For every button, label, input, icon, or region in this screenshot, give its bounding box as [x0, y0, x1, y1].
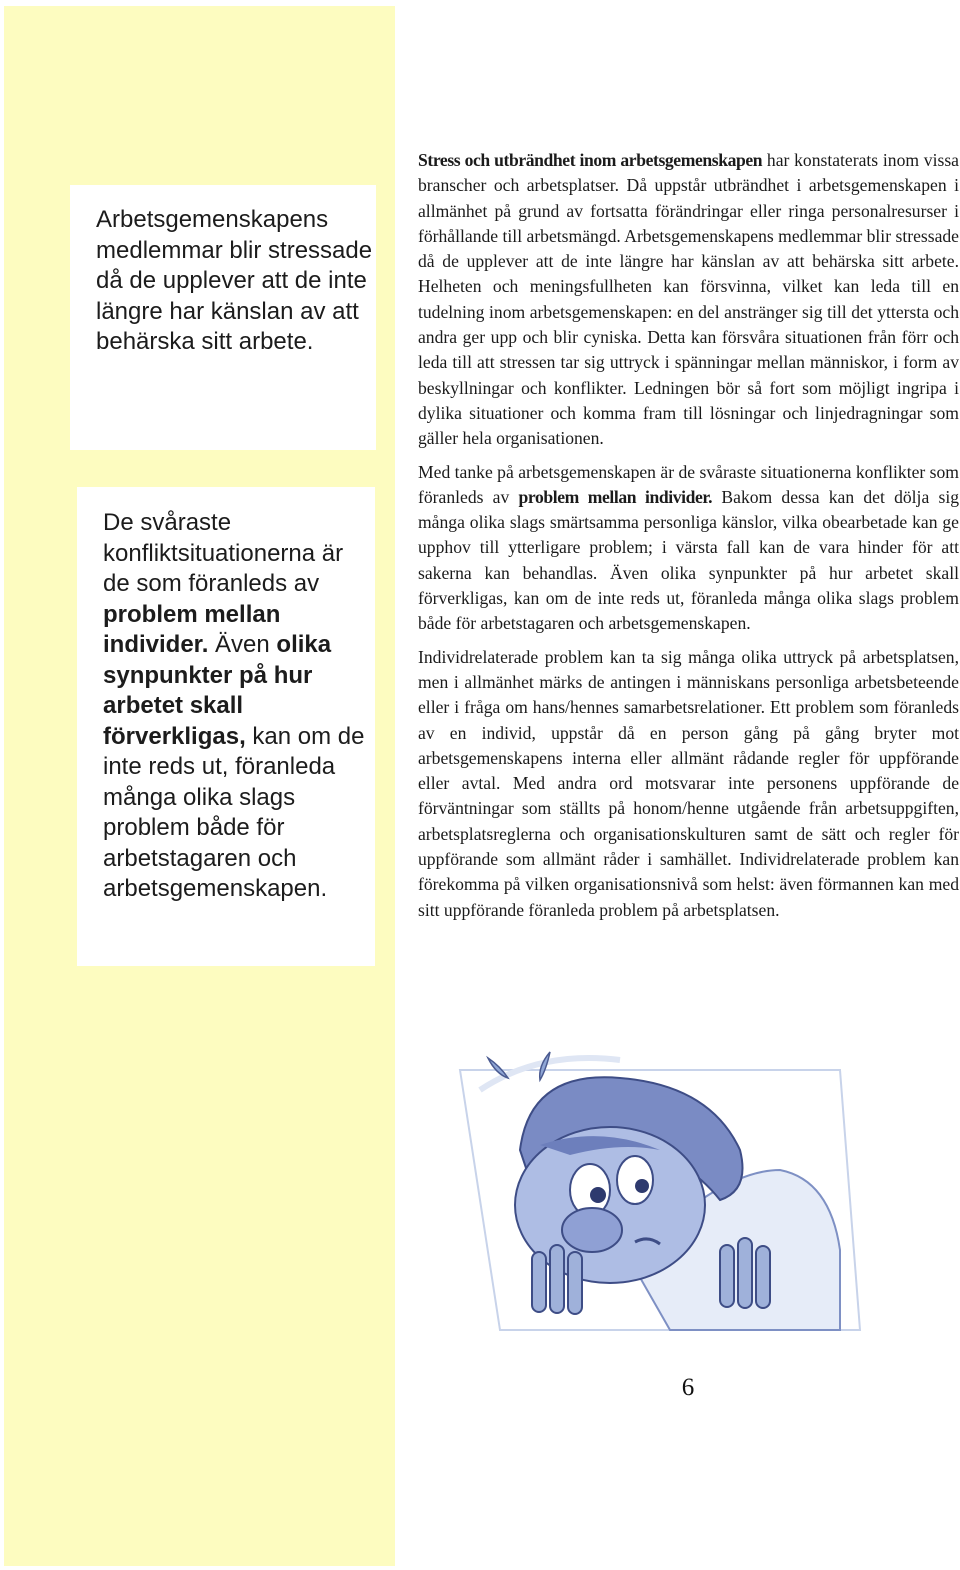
- paragraph-conflicts-bold: problem mellan individer.: [518, 486, 713, 507]
- pull-quote-stress-text: Arbetsgemenskapens medlemmar blir stressade då de upplever att de inte längre har känslan av att behärska sitt arbete.: [96, 206, 373, 355]
- pull-quote-conflicts-text-2: Även: [208, 631, 277, 658]
- pull-quote-conflicts-bold-1: problem mellan individer.: [103, 600, 281, 658]
- paragraph-stress: [418, 148, 959, 452]
- pull-quote-conflicts-text-1: De svåraste konfliktsituationerna är de som föranleds av: [103, 509, 344, 597]
- paragraph-stress-text: har konstaterats inom vissa branscher och arbetsplatser. Då uppstår utbrändhet i arbetsgemenskapen i allmänhet på grund av fortsatta förändringar eller ringa personalresurser i förhållande till arbetsmängd. Arbetsgemenskapens medlemmar blir stressade då de upplever att de inte längre har känslan av att behärska sitt arbete. Helheten och meningsfullheten kan försvinna, vilket kan leda till en tudelning inom arbetsgemenskapen: en del anstränger sig till det yttersta och andra ger upp och blir cyniska. Detta kan försvåra situationen från förr och leda till att stressen tar sig uttryck i spänningar mellan människor, i form av beskyllningar och konflikter. Ledningen bör så fort som möjligt ingripa i dylika situationer och komma fram till lösningar och linjedragningar som gäller hela organisationen.: [418, 150, 959, 449]
- paragraph-stress-lead: Stress och utbrändhet inom arbetsgemenskapen: [418, 150, 763, 170]
- paragraph-conflicts-text-1: Med tanke på arbetsgemenskapen är de svåraste situationerna konflikter som föranleds av: [418, 461, 959, 507]
- pull-quote-stress: [70, 185, 376, 450]
- page-number: 6: [681, 1374, 695, 1401]
- pull-quote-conflicts-bold-2: olika synpunkter på hur arbetet skall förverkligas,: [103, 631, 332, 750]
- paragraph-conflicts-text-2: Bakom dessa kan det dölja sig många olika slags smärtsamma personliga känslor, vilka obearbetade kan ge upphov till ytterligare problem; i värsta fall kan de vara hinder för att sakerna kan behandlas. Även olika synpunkter på hur arbetet skall förverkligas, kan om de inte reds ut, föranleda många olika slags problem både för arbetstagaren och arbetsgemenskapen.: [418, 486, 960, 634]
- article-body: [418, 148, 959, 931]
- paragraph-conflicts: [418, 460, 959, 637]
- paragraph-individual-problems: [418, 645, 959, 923]
- pull-quote-conflicts-text-3: kan om de inte reds ut, föranleda många olika slags problem både för arbetstagaren och arbetsgemenskapen.: [103, 722, 365, 902]
- worried-person-behind-glass-icon: [420, 1030, 870, 1340]
- pull-quote-conflicts: [77, 487, 375, 966]
- paragraph-individual-problems-text: Individrelaterade problem kan ta sig många olika uttryck på arbetsplatsen, men i allmänhet märks de antingen i människans personliga arbetsbeteende eller i fråga om hans/hennes samarbetsrelationer. Ett problem som föranleds av en individ, uppstår då en person gång på gång bryter mot arbetsgemenskapens interna eller allmänt rådande regler för uppförande eller avtal. Med andra ord motsvarar inte personens uppförande de förväntningar som ställts på honom/henne utgående från arbetsuppgiften, arbetsplatsreglerna och organisationskulturen samt de sätt och regler för uppförande som allmänt råder i samhället. Individrelaterade problem kan förekomma på vilken organisationsnivå som helst: även förmannen kan med sitt uppförande föranleda problem på arbetsplatsen.: [418, 646, 959, 920]
